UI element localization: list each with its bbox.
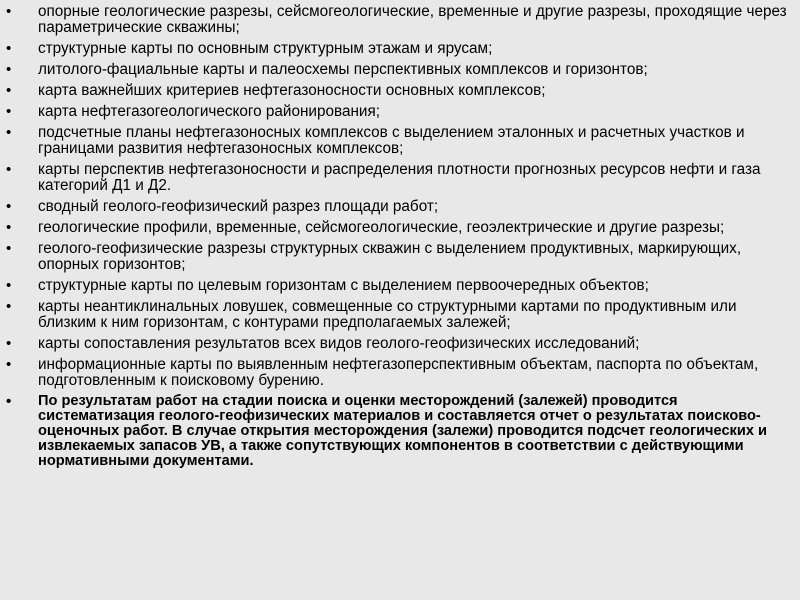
bullet-icon: • [6, 335, 12, 352]
list-item [0, 83, 800, 99]
bullet-icon: • [6, 277, 12, 294]
bullet-icon: • [6, 298, 12, 315]
list-item-text: карты перспектив нефтегазоносности и распределения плотности прогнозных ресурсов нефти и газа категорий Д1 и Д2. [38, 161, 761, 194]
bullet-icon: • [6, 198, 12, 215]
list-item-text: опорные геологические разрезы, сейсмогеологические, временные и другие разрезы, проходящие через параметрические скважины; [38, 3, 787, 36]
list-item [0, 62, 800, 78]
list-item [0, 299, 800, 331]
bullet-icon: • [6, 393, 12, 410]
list-item-text: литолого-фациальные карты и палеосхемы перспективных комплексов и горизонтов; [38, 61, 648, 78]
list-item-text: подсчетные планы нефтегазоносных комплексов с выделением эталонных и расчетных участков и границами развития нефтегазоносных комплексов; [38, 124, 745, 157]
bullet-icon: • [6, 124, 12, 141]
bullet-list [0, 4, 800, 474]
bullet-icon: • [6, 3, 12, 20]
list-item-text: структурные карты по целевым горизонтам с выделением первоочередных объектов; [38, 277, 649, 294]
list-item-text: информационные карты по выявленным нефтегазоперспективным объектам, паспорта по объектам, подготовленным к поисковому бурению. [38, 356, 759, 389]
list-item [0, 125, 800, 157]
list-item-text: карта нефтегазогеологического районирования; [38, 103, 380, 120]
bullet-icon: • [6, 103, 12, 120]
list-item-text: структурные карты по основным структурным этажам и ярусам; [38, 40, 493, 57]
list-item-text: карты неантиклинальных ловушек, совмещенные со структурными картами по продуктивным или близким к ним горизонтам, с контурами предполагаемых залежей; [38, 298, 737, 331]
list-item [0, 162, 800, 194]
list-item [0, 104, 800, 120]
bullet-icon: • [6, 219, 12, 236]
list-item-text: карта важнейших критериев нефтегазоносности основных комплексов; [38, 82, 546, 99]
list-item-text: карты сопоставления результатов всех видов геолого-геофизических исследований; [38, 335, 640, 352]
bullet-icon: • [6, 82, 12, 99]
list-item [0, 241, 800, 273]
bullet-icon: • [6, 240, 12, 257]
list-item-text: сводный геолого-геофизический разрез площади работ; [38, 198, 439, 215]
list-item [0, 4, 800, 36]
list-item-text: геолого-геофизические разрезы структурных скважин с выделением продуктивных, маркирующих, опорных горизонтов; [38, 240, 742, 273]
summary-item [0, 394, 800, 469]
list-item [0, 278, 800, 294]
list-item [0, 220, 800, 236]
list-item-text: геологические профили, временные, сейсмогеологические, геоэлектрические и другие разрезы; [38, 219, 725, 236]
list-item [0, 357, 800, 389]
bullet-icon: • [6, 40, 12, 57]
list-item [0, 199, 800, 215]
summary-text: По результатам работ на стадии поиска и оценки месторождений (залежей) проводится систематизация геолого-геофизических материалов и составляется отчет о результатах поисково-оценочных работ. В случае открытия месторождения (залежи) проводится подсчет геологических и извлекаемых запасов УВ, а также сопутствующих компонентов в соответствии с действующими нормативными документами. [38, 393, 767, 469]
bullet-icon: • [6, 161, 12, 178]
bullet-icon: • [6, 356, 12, 373]
list-item [0, 336, 800, 352]
list-item [0, 41, 800, 57]
bullet-icon: • [6, 61, 12, 78]
